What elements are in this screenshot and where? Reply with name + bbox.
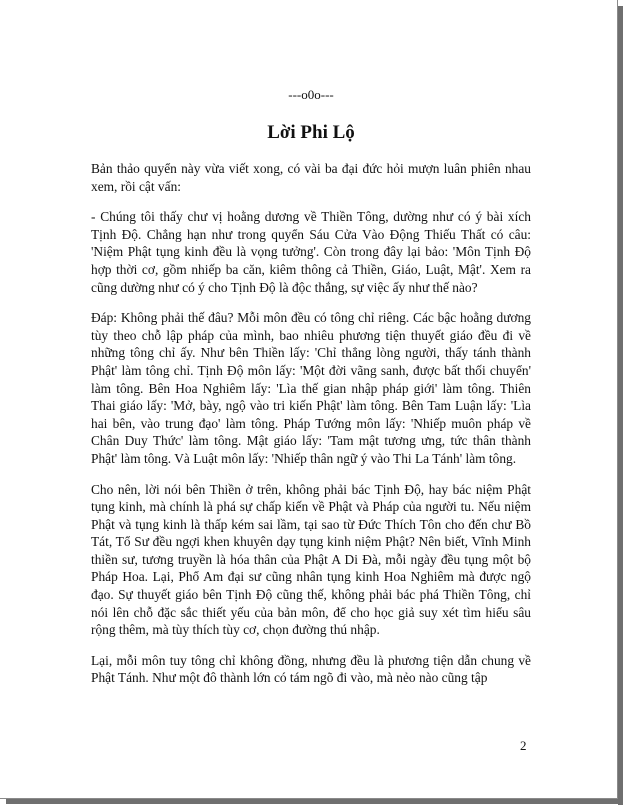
paragraph-explanation: Cho nên, lời nói bên Thiền ở trên, không phải bác Tịnh Độ, hay bác niệm Phật tụng kinh, mà chính là phá sự chấp kiến về Phật và Pháp của người tu. Nếu niệm Phật và tụng kinh là thấp kém sai lầm, tại sao từ Đức Thích Tôn cho đến chư Bồ Tát, Tổ Sư đều ngợi khen khuyên dạy tụng kinh niệm Phật? Nên biết, Vĩnh Minh thiền sư, tương truyền là hóa thân của Phật A Di Đà, mỗi ngày đều tụng một bộ Pháp Hoa. Lại, Phổ Am đại sư cũng nhân tụng kinh Hoa Nghiêm mà được ngộ đạo. Sự thuyết giáo bên Tịnh Độ cũng thế, không phải bác phá Thiền Tông, chỉ nói lên chỗ đặc sắc thiết yếu của bản môn, để cho học giả suy xét tìm hiểu sâu rộng thêm, mà tùy thích tùy cơ, chọn đường thú nhập. [91,481,531,638]
paragraph-question: - Chúng tôi thấy chư vị hoằng dương về Thiền Tông, dường như có ý bài xích Tịnh Độ. Chẳng hạn như trong quyển Sáu Cửa Vào Động Thiếu Thất có câu: 'Niệm Phật tụng kinh đều là vọng tưởng'. Còn trong đây lại bảo: 'Môn Tịnh Độ hợp thời cơ, gồm nhiếp ba căn, kiêm thông cả Thiền, Giáo, Luật, Mật'. Xem ra cũng dường như có ý cho Tịnh Độ là độc thắng, sự việc ấy như thế nào? [91,209,531,295]
paragraph-continuation: Lại, mỗi môn tuy tông chỉ không đồng, nhưng đều là phương tiện dẫn chung về Phật Tánh. Như một đô thành lớn có tám ngõ đi vào, mà nẻo nào cũng tập [91,652,531,686]
paragraph-intro: Bản thảo quyển này vừa viết xong, có vài ba đại đức hỏi mượn luân phiên nhau xem, rồi cật vấn: [91,161,531,194]
section-separator: ---o0o--- [288,87,334,102]
page-content [91,86,531,700]
page-title: Lời Phi Lộ [267,122,355,143]
page-shadow-right [618,6,623,805]
page-shadow-bottom [6,799,623,804]
paragraph-answer: Đáp: Không phải thế đâu? Mỗi môn đều có tông chỉ riêng. Các bậc hoằng dương tùy theo chỗ lập pháp của mình, bao nhiêu phương tiện thuyết giáo đều đi về những tông chỉ ấy. Như bên Thiền lấy: 'Chỉ thẳng lòng người, thấy tánh thành Phật' làm tông chỉ. Tịnh Độ môn lấy: 'Một đời vãng sanh, được bất thối chuyển' làm tông. Bên Hoa Nghiêm lấy: 'Lìa thế gian nhập pháp giới' làm tông. Thiên Thai giáo lấy: 'Mở, bày, ngộ vào tri kiến Phật' làm tông. Bên Tam Luận lấy: 'Lìa hai bên, vào trung đạo' làm tông. Pháp Tướng môn lấy: 'Nhiếp muôn pháp về Chân Duy Thức' làm tông. Mật giáo lấy: 'Tam mật tương ưng, tức thân thành Phật' làm tông. Và Luật môn lấy: 'Nhiếp thân ngữ ý vào Thi La Tánh' làm tông. [91,310,531,466]
page-number: 2 [520,738,527,753]
